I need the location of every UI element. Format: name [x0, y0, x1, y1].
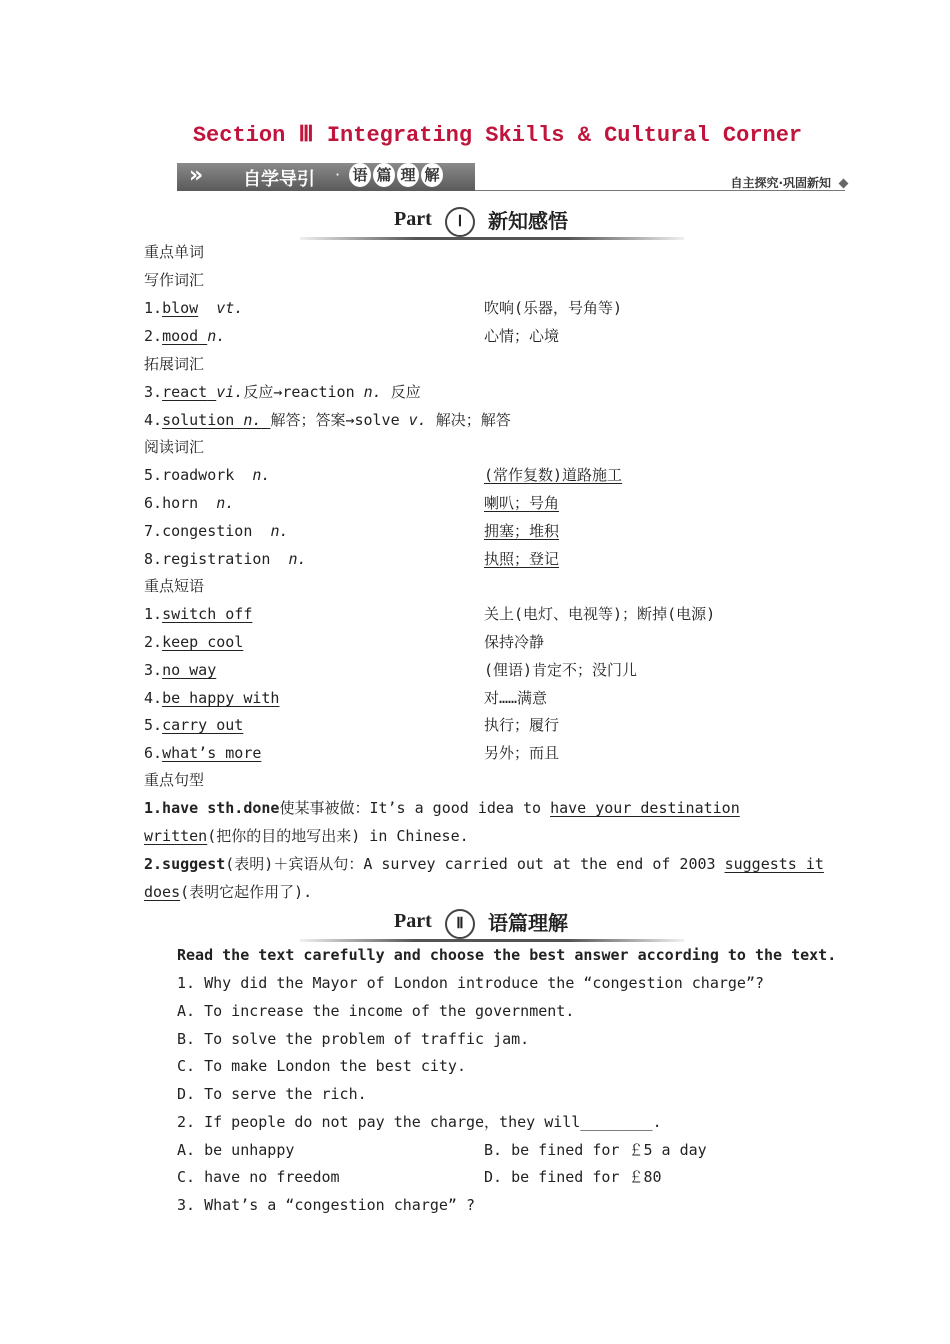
vocab-word [162, 327, 207, 345]
part-of-speech: n. [207, 327, 226, 345]
sentence-item [144, 798, 740, 818]
circled-char: 理 [397, 163, 419, 187]
phrase-meaning: 对……满意 [484, 689, 548, 707]
vocab-word: horn [162, 494, 199, 512]
banner-circled-text [349, 163, 443, 187]
sentence-continuation [144, 826, 469, 846]
vocab-heading: 重点单词 [144, 243, 205, 261]
item-number: 4. [144, 689, 163, 707]
sentence-rest: (把你的目的地写出来) in Chinese. [207, 827, 469, 845]
vocab-meaning: 执照；登记 [484, 550, 560, 568]
option: A. be unhappy [177, 1141, 295, 1159]
writing-heading: 写作词汇 [144, 271, 205, 289]
part-of-speech: n. [270, 522, 289, 540]
part-of-speech: vt. [216, 299, 244, 317]
item-number: 7. [144, 522, 163, 540]
phrase-text: carry out [162, 716, 244, 734]
item-number: 5. [144, 466, 163, 484]
banner-right-text: 自主探究·巩固新知 [730, 176, 831, 190]
word-text: mood [162, 327, 199, 345]
phrase-item [144, 715, 243, 735]
sentence-label: 1.have sth.done [144, 799, 280, 817]
vocab-meaning: (常作复数)道路施工 [484, 466, 623, 484]
part-title: 语篇理解 [488, 911, 568, 935]
part-number: Ⅱ [445, 909, 475, 939]
reading-instruction: Read the text carefully and choose the best answer according to the text. [177, 946, 837, 964]
option: C. have no freedom [177, 1168, 340, 1186]
question-1: 1. Why did the Mayor of London introduce the “congestion charge”? [177, 974, 764, 992]
option: B. To solve the problem of traffic jam. [177, 1030, 530, 1048]
ext-heading: 拓展词汇 [144, 355, 205, 373]
vocab-item [144, 465, 270, 485]
phrase-text: no way [162, 661, 217, 679]
item-number: 1. [144, 299, 163, 317]
word-text: solution [162, 411, 235, 429]
word-text: react [162, 383, 208, 401]
phrase-meaning: 另外；而且 [484, 744, 560, 762]
part-label: Part [394, 208, 432, 230]
option: B. be fined for ￡5 a day [484, 1141, 707, 1159]
vocab-item [144, 549, 307, 569]
item-number: 3. [144, 383, 163, 401]
vocab-rest: 解答；答案→solve [270, 411, 409, 429]
sentences-heading: 重点句型 [144, 771, 205, 789]
vocab-word [162, 411, 270, 429]
item-number: 2. [144, 633, 163, 651]
phrase-text: keep cool [162, 633, 244, 651]
part-number: Ⅰ [445, 207, 475, 237]
phrase-text: what’s more [162, 744, 262, 762]
banner-left-text: 自学导引 [243, 169, 315, 190]
sentence-item [144, 854, 824, 874]
diamond-icon [839, 179, 849, 189]
sentence-answer: suggests it [724, 855, 824, 873]
vocab-rest: 反应→reaction [243, 383, 364, 401]
vocab-rest: 解决；解答 [426, 411, 511, 429]
vocab-item [144, 298, 243, 318]
read-heading: 阅读词汇 [144, 438, 205, 456]
vocab-word: congestion [162, 522, 253, 540]
sentence-label: 2.suggest [144, 855, 226, 873]
phrase-meaning: 关上(电灯、电视等)；断掉(电源) [484, 605, 716, 623]
item-number: 4. [144, 411, 163, 429]
sentence-desc: (表明)＋宾语从句：A survey carried out at the end of 2003 [225, 855, 725, 873]
item-number: 3. [144, 661, 163, 679]
vocab-item [144, 326, 225, 346]
vocab-item [144, 382, 421, 402]
sentence-answer: does [144, 883, 181, 901]
item-number: 8. [144, 550, 163, 568]
item-number: 5. [144, 716, 163, 734]
part-of-speech: n. [288, 550, 307, 568]
vocab-word: roadwork [162, 466, 235, 484]
vocab-meaning: 心情；心境 [484, 327, 560, 345]
part-of-speech: n. [252, 466, 271, 484]
phrase-text: switch off [162, 605, 253, 623]
phrase-item [144, 604, 252, 624]
item-number: 6. [144, 494, 163, 512]
phrase-item [144, 743, 261, 763]
vocab-meaning: 喇叭；号角 [484, 494, 560, 512]
question-2: 2. If people do not pay the charge，they will________. [177, 1113, 662, 1131]
banner-dot: · [335, 165, 341, 184]
item-number: 6. [144, 744, 163, 762]
double-chevron-icon: » [189, 163, 198, 188]
part-one-heading [300, 204, 684, 238]
vocab-item [144, 493, 234, 513]
option: D. be fined for ￡80 [484, 1168, 662, 1186]
sentence-answer: written [144, 827, 208, 845]
phrase-item [144, 660, 216, 680]
vocab-word: blow [162, 299, 199, 317]
phrase-text: be happy with [162, 689, 280, 707]
item-number: 1. [144, 605, 163, 623]
phrase-item [144, 632, 243, 652]
part-title: 新知感悟 [488, 209, 568, 233]
part-underline [300, 237, 684, 240]
part-two-heading [300, 906, 684, 940]
sentence-continuation [144, 882, 312, 902]
phrases-heading: 重点短语 [144, 577, 205, 595]
vocab-item [144, 521, 289, 541]
part-of-speech: n. [243, 411, 262, 429]
page-title: Section Ⅲ Integrating Skills & Cultural Corner [192, 123, 803, 148]
part-of-speech: v. [408, 411, 427, 429]
part-underline [300, 939, 684, 942]
phrase-item [144, 688, 279, 708]
vocab-item [144, 410, 511, 430]
part-of-speech: n. [216, 494, 235, 512]
phrase-meaning: 保持冷静 [484, 633, 545, 651]
option: C. To make London the best city. [177, 1057, 466, 1075]
vocab-word: registration [162, 550, 271, 568]
section-banner [177, 160, 847, 194]
part-of-speech: n. [363, 383, 382, 401]
option: D. To serve the rich. [177, 1085, 367, 1103]
vocab-meaning: 拥塞；堆积 [484, 522, 560, 540]
phrase-meaning: (俚语)肯定不；没门儿 [484, 661, 638, 679]
question-3: 3. What’s a “congestion charge” ? [177, 1196, 476, 1214]
sentence-answer: have your destination [550, 799, 740, 817]
vocab-word [162, 383, 216, 401]
circled-char: 语 [349, 163, 371, 187]
sentence-rest: (表明它起作用了). [180, 883, 313, 901]
part-label: Part [394, 910, 432, 932]
phrase-meaning: 执行；履行 [484, 716, 560, 734]
vocab-meaning: 吹响(乐器，号角等) [484, 299, 623, 317]
item-number: 2. [144, 327, 163, 345]
circled-char: 解 [421, 163, 443, 187]
vocab-rest: 反应 [381, 383, 421, 401]
sentence-desc: 使某事被做：It’s a good idea to [279, 799, 551, 817]
option: A. To increase the income of the government. [177, 1002, 575, 1020]
part-of-speech: vi. [216, 383, 244, 401]
circled-char: 篇 [373, 163, 395, 187]
